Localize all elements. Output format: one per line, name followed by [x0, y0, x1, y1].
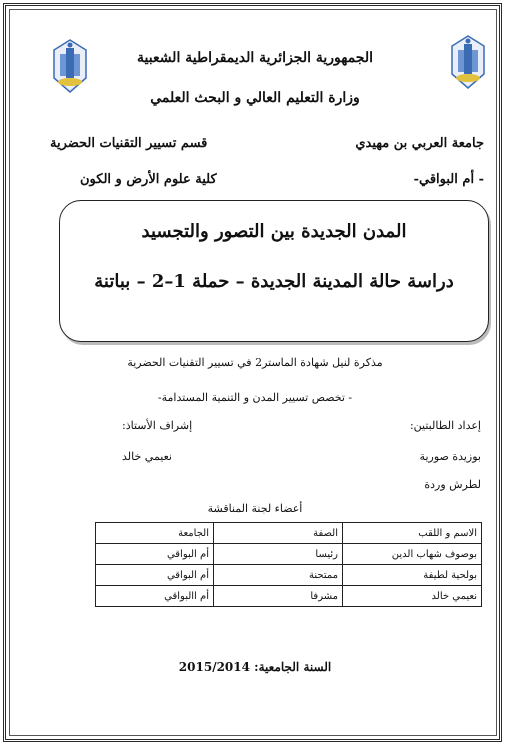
supervisor-name: نعيمي خالد: [122, 450, 172, 463]
member-university: أم البواقي: [96, 565, 214, 586]
faculty-name: كلية علوم الأرض و الكون: [80, 172, 217, 187]
republic-heading: الجمهورية الجزائرية الديمقراطية الشعبية: [136, 50, 373, 66]
committee-title: أعضاء لجنة المناقشة: [207, 502, 303, 515]
department-name: قسم تسيير التقنيات الحضرية: [50, 136, 208, 151]
member-role: ممتحنة: [214, 565, 343, 586]
page-border-inner: [9, 9, 497, 736]
committee-table: [95, 522, 482, 607]
member-university: أم االبواقي: [96, 586, 214, 607]
table-row: [96, 586, 482, 607]
header-name: الاسم و اللقب: [343, 523, 482, 544]
member-role: رئيسا: [214, 544, 343, 565]
university-city: - أم البواقي-: [413, 172, 484, 187]
table-header-row: [96, 523, 482, 544]
thesis-title-line1: المدن الجديدة بين التصور والتجسيد: [141, 221, 407, 242]
member-role: مشرفا: [214, 586, 343, 607]
university-name: جامعة العربي بن مهيدي: [355, 136, 484, 151]
header-role: الصفة: [214, 523, 343, 544]
member-university: أم البواقي: [96, 544, 214, 565]
university-logo-left-icon: [51, 38, 89, 94]
table-row: [96, 565, 482, 586]
header-university: الجامعة: [96, 523, 214, 544]
thesis-title-line2: دراسة حالة المدينة الجديدة – حملة 1–2 – بباتنة: [94, 271, 454, 292]
member-name: بولحية لطيفة: [343, 565, 482, 586]
students-label: إعداد الطالبتين:: [409, 419, 481, 432]
academic-year-value: 2015/2014: [178, 660, 250, 674]
student-name-2: لطرش وردة: [424, 478, 481, 491]
academic-year: [0, 660, 510, 674]
ministry-heading: وزارة التعليم العالي و البحث العلمي: [150, 90, 360, 106]
thesis-title-box: [59, 200, 489, 342]
member-name: بوصوف شهاب الدين: [343, 544, 482, 565]
supervisor-label: إشراف الأستاذ:: [122, 419, 193, 432]
memo-line: مذكرة لنيل شهادة الماستر2 في تسيير التقنيات الحضرية: [127, 356, 383, 369]
table-row: [96, 544, 482, 565]
specialty-line: - تخصص تسيير المدن و التنمية المستدامة-: [157, 391, 353, 404]
academic-year-label: السنة الجامعية:: [254, 660, 332, 674]
member-name: نعيمي خالد: [343, 586, 482, 607]
student-name-1: بوزيدة صورية: [419, 450, 481, 463]
